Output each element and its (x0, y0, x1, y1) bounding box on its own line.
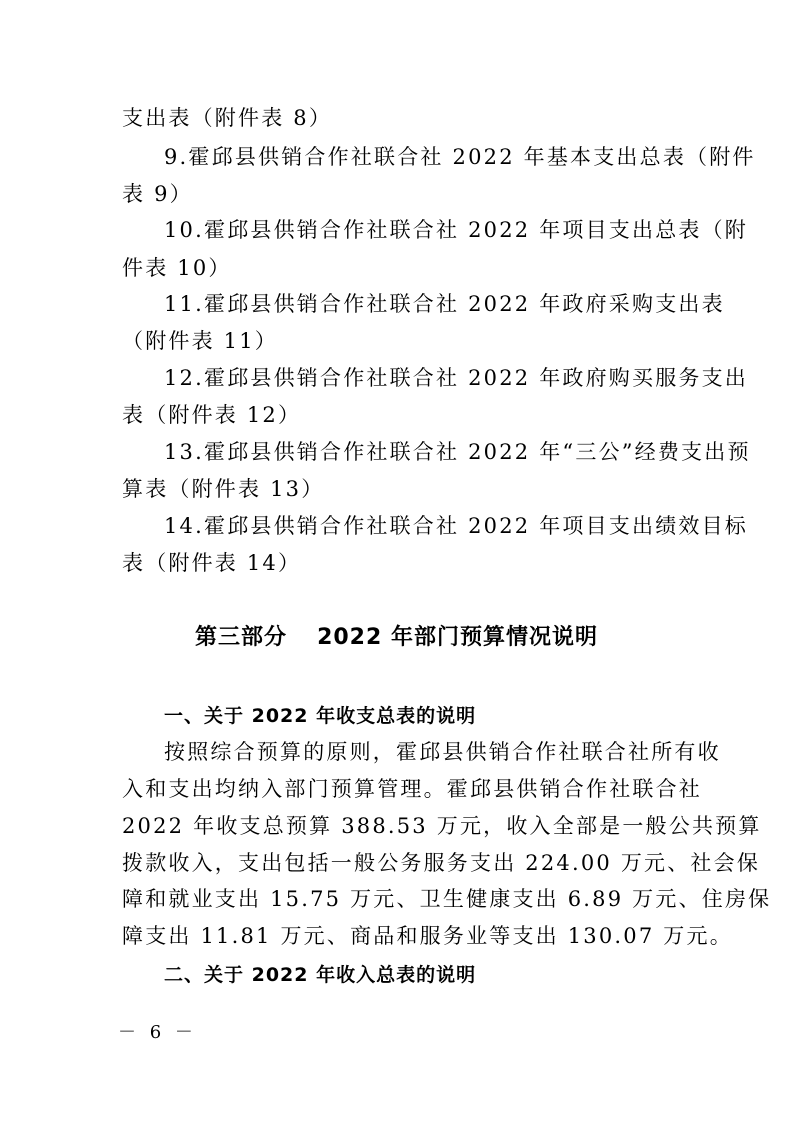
section-heading (0, 621, 793, 655)
paragraph-line: 入和支出均纳入部门预算管理。霍邱县供销合作社联合社 (122, 777, 702, 801)
paragraph-line: 拨款收入，支出包括一般公务服务支出 224.00 万元、社会保 (122, 851, 761, 875)
subsection-heading-2: 二、关于 2022 年收入总表的说明 (164, 964, 477, 986)
list-item-9: 9.霍邱县供销合作社联合社 2022 年基本支出总表（附件 (164, 145, 756, 169)
list-item-12-continuation: 表（附件表 12） (122, 403, 302, 427)
list-item-9-continuation: 表 9） (122, 182, 193, 206)
paragraph-line: 障支出 11.81 万元、商品和服务业等支出 130.07 万元。 (122, 924, 733, 948)
list-item-13-continuation: 算表（附件表 13） (122, 477, 325, 501)
list-item-continuation: 支出表（附件表 8） (122, 106, 333, 130)
list-item-12: 12.霍邱县供销合作社联合社 2022 年政府购买服务支出 (164, 366, 748, 390)
list-item-14: 14.霍邱县供销合作社联合社 2022 年项目支出绩效目标 (164, 514, 748, 538)
paragraph-line: 按照综合预算的原则，霍邱县供销合作社联合社所有收 (164, 740, 721, 764)
subsection-heading-1: 一、关于 2022 年收支总表的说明 (164, 705, 477, 727)
list-item-13: 13.霍邱县供销合作社联合社 2022 年“三公”经费支出预 (164, 440, 751, 464)
page-number: － 6 － (118, 1022, 197, 1043)
section-title: 2022 年部门预算情况说明 (317, 625, 598, 650)
paragraph-line: 障和就业支出 15.75 万元、卫生健康支出 6.89 万元、住房保 (122, 887, 772, 911)
list-item-10-continuation: 件表 10） (122, 256, 232, 280)
section-part-label: 第三部分 (195, 625, 288, 650)
list-item-11: 11.霍邱县供销合作社联合社 2022 年政府采购支出表 (164, 292, 725, 316)
list-item-10: 10.霍邱县供销合作社联合社 2022 年项目支出总表（附 (164, 218, 748, 242)
list-item-11-continuation: （附件表 11） (122, 329, 278, 353)
paragraph-line: 2022 年收支总预算 388.53 万元，收入全部是一般公共预算 (122, 814, 762, 838)
list-item-14-continuation: 表（附件表 14） (122, 551, 302, 575)
